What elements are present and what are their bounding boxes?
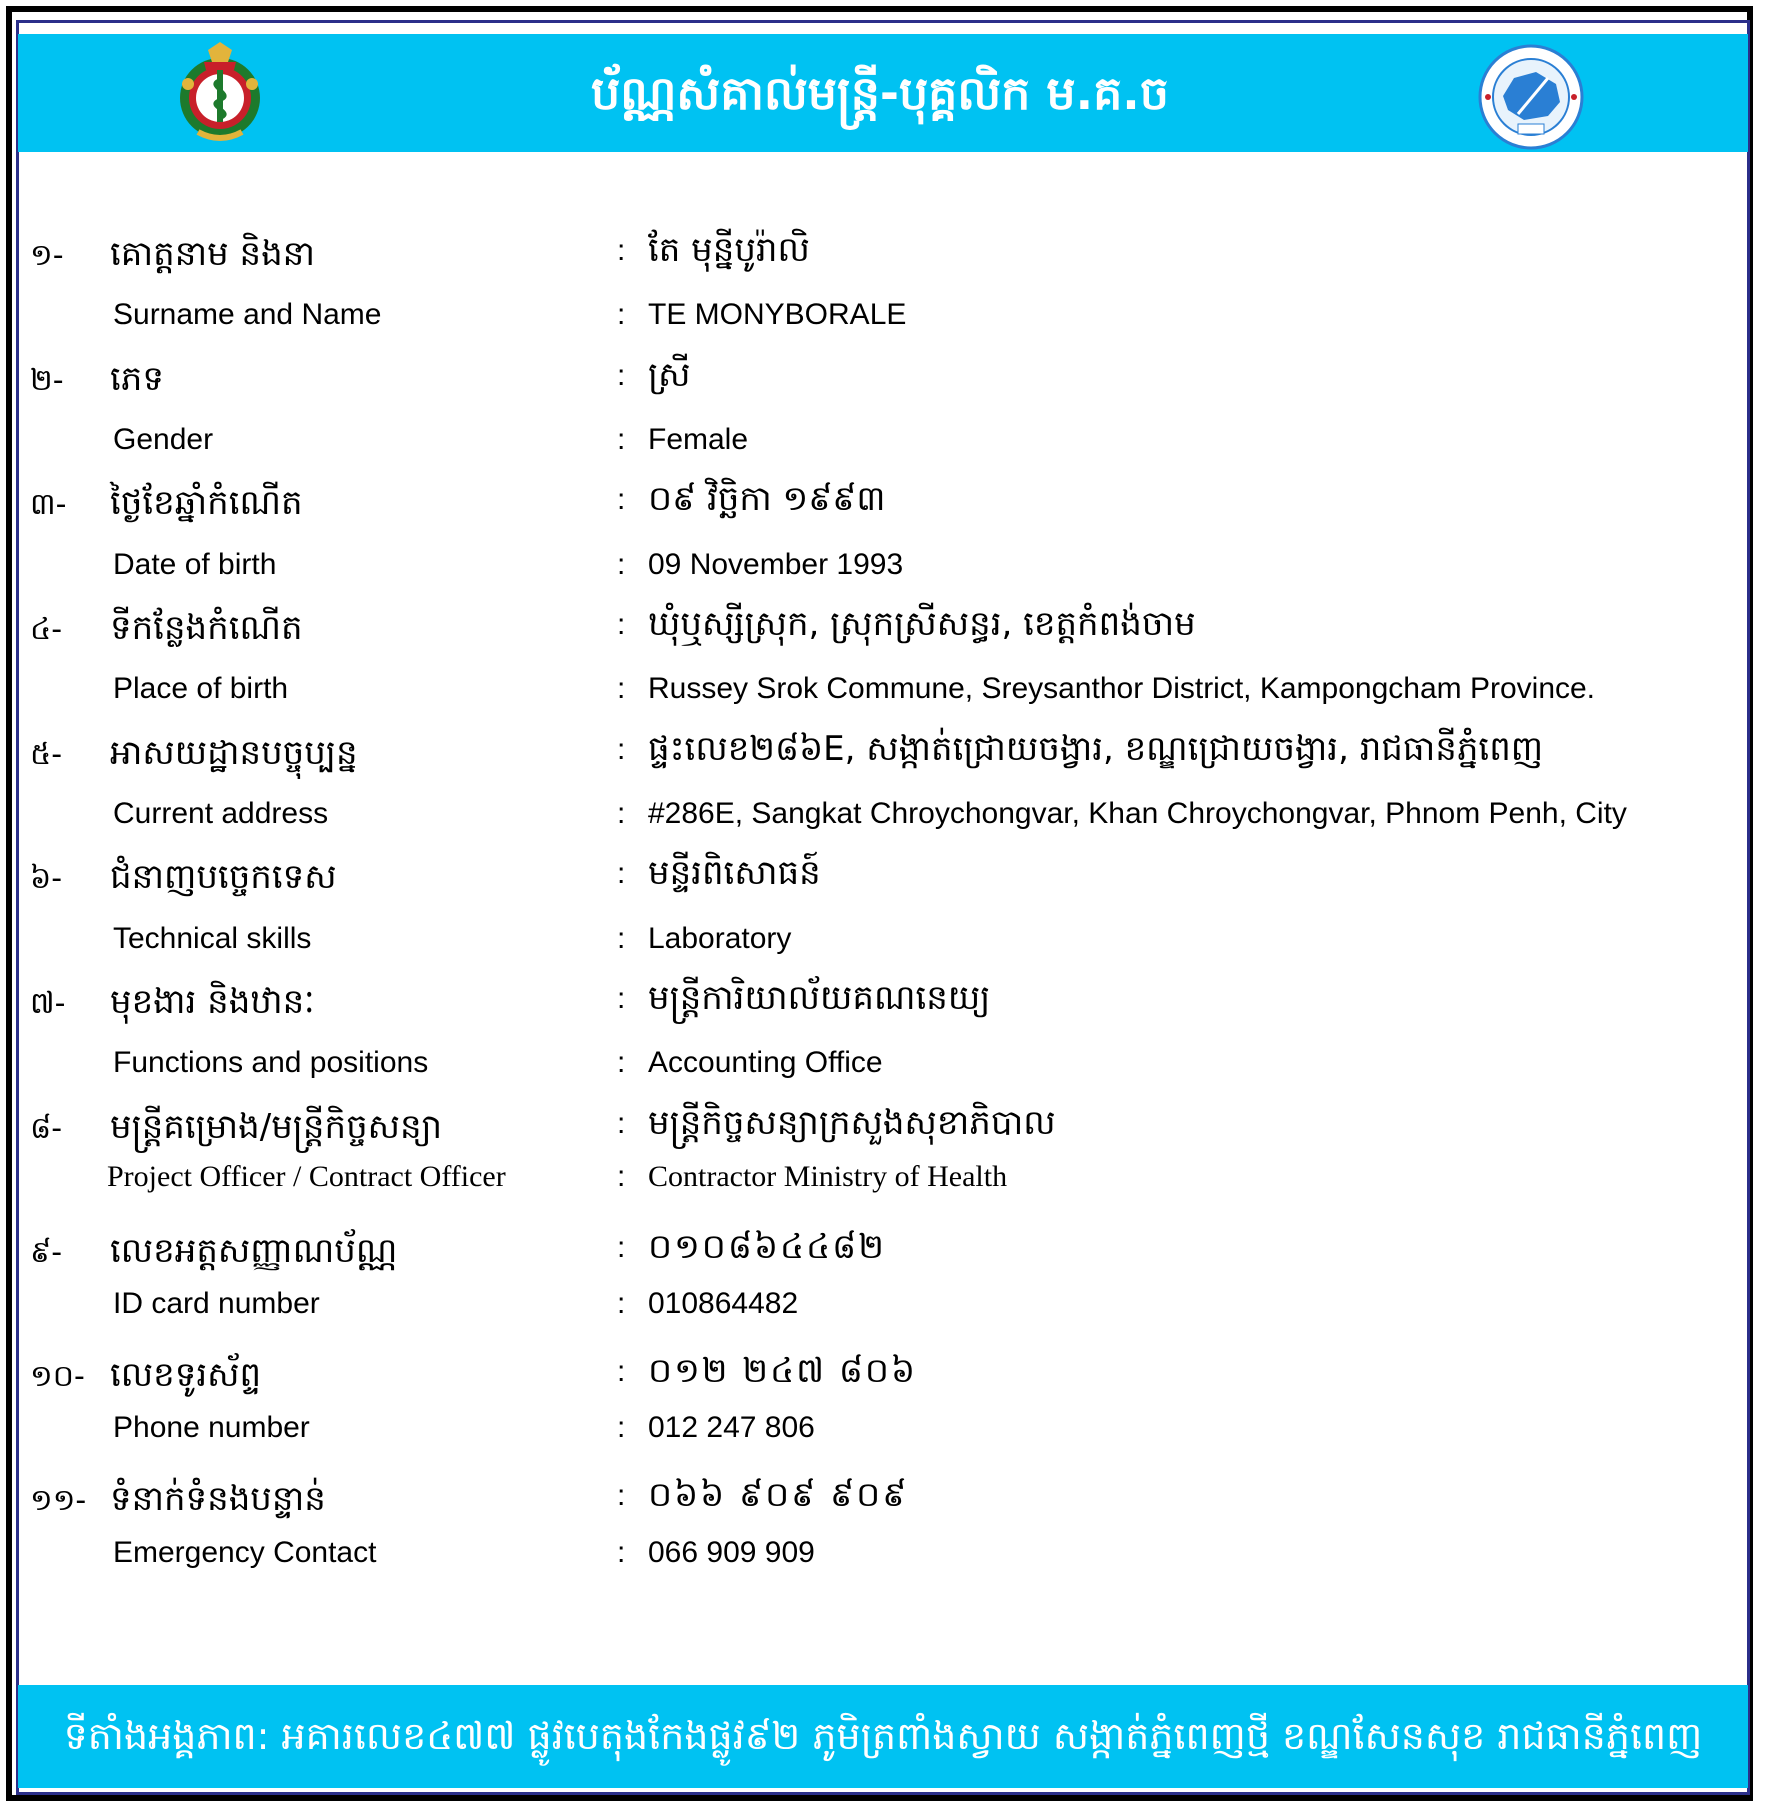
field-value-english: #286E, Sangkat Chroychongvar, Khan Chroychongvar, Phnom Penh, City — [648, 797, 1627, 830]
field-number: ៨- — [30, 1111, 63, 1146]
field-value-khmer: ០១២ ២៤៧ ៨០៦ — [648, 1351, 918, 1391]
field-number: ៤- — [30, 612, 63, 647]
field-colon: : — [617, 922, 626, 955]
field-colon: : — [617, 857, 626, 890]
field-colon: : — [617, 548, 626, 581]
field-label-english: Gender — [113, 423, 214, 456]
field-colon: : — [617, 1355, 626, 1388]
field-number: ៥- — [30, 737, 63, 772]
field-label-khmer: អាសយដ្ឋានបច្ចុប្បន្ន — [110, 733, 358, 773]
field-colon: : — [617, 359, 626, 392]
field-colon: : — [617, 608, 626, 641]
field-value-english: Laboratory — [648, 922, 792, 955]
field-label-english: Emergency Contact — [113, 1536, 377, 1569]
field-value-khmer: តែ មុន្នីបូរ៉ាលិ — [648, 230, 810, 270]
field-colon: : — [617, 1411, 626, 1444]
field-colon: : — [617, 298, 626, 331]
field-value-english: Russey Srok Commune, Sreysanthor District, Kampongcham Province. — [648, 672, 1596, 705]
field-value-khmer: ស្រី — [648, 355, 691, 395]
field-label-khmer: ជំនាញបច្ចេកទេស — [110, 857, 337, 897]
field-number: ១១- — [30, 1483, 87, 1518]
field-value-english: Accounting Office — [648, 1046, 883, 1079]
field-colon: : — [617, 982, 626, 1015]
field-colon: : — [617, 672, 626, 705]
field-value-khmer: ០៩ វិច្ឆិកា ១៩៩៣ — [648, 479, 886, 519]
field-value-khmer: មន្ទីរពិសោធន៍ — [648, 853, 821, 893]
field-label-english: Current address — [113, 797, 329, 830]
field-colon: : — [617, 234, 626, 267]
field-number: ៩- — [30, 1235, 63, 1270]
cnm-logo-icon — [1478, 44, 1584, 150]
card-title: ប័ណ្ណសំគាល់មន្ត្រី-បុគ្គលិក ម.គ.ច — [591, 66, 1169, 120]
field-label-english: Project Officer / Contract Officer — [107, 1160, 506, 1193]
field-value-english: 012 247 806 — [648, 1411, 815, 1444]
field-value-khmer: មន្ត្រីកិច្ចសន្យាក្រសួងសុខាភិបាល — [648, 1103, 1056, 1143]
field-label-english: Surname and Name — [113, 298, 382, 331]
field-label-english: ID card number — [113, 1287, 320, 1320]
office-address: ទីតាំងអង្គភាព: អគារលេខ៤៧៧ ផ្លូវបេតុងកែងផ្លូវ៩២ ភូមិត្រពាំងស្វាយ សង្កាត់ភ្នំពេញថ្មី ខណ្ឌសែនសុខ រាជធានីភ្នំពេញ — [63, 1714, 1703, 1758]
field-label-khmer: ថ្ងៃខែឆ្នាំកំណើត — [110, 483, 303, 523]
field-value-english: 010864482 — [648, 1287, 799, 1320]
field-label-english: Functions and positions — [113, 1046, 429, 1079]
field-colon: : — [617, 1536, 626, 1569]
field-colon: : — [617, 733, 626, 766]
field-value-english: 066 909 909 — [648, 1536, 815, 1569]
field-label-khmer: លេខទូរស័ព្ទ — [110, 1355, 262, 1395]
field-value-khmer: ០១០៨៦៤៤៨២ — [648, 1227, 886, 1267]
field-colon: : — [617, 1287, 626, 1320]
field-label-khmer: ភេទ — [110, 359, 164, 399]
field-label-khmer: លេខអត្តសញ្ញាណប័ណ្ណ — [110, 1231, 398, 1271]
field-colon: : — [617, 1231, 626, 1264]
field-label-english: Technical skills — [113, 922, 312, 955]
field-label-khmer: មុខងារ និងឋានៈ — [110, 982, 315, 1022]
field-label-khmer: ទំនាក់ទំនងបន្ទាន់ — [110, 1479, 326, 1519]
field-colon: : — [617, 423, 626, 456]
field-colon: : — [617, 1046, 626, 1079]
field-label-english: Phone number — [113, 1411, 310, 1444]
field-label-khmer: គោត្តនាម និងនា — [110, 234, 316, 274]
field-colon: : — [617, 1107, 626, 1140]
field-value-khmer: មន្ត្រីការិយាល័យគណនេយ្យ — [648, 978, 991, 1018]
field-value-khmer: ០៦៦ ៩០៩ ៩០៩ — [648, 1475, 909, 1515]
field-value-english: TE MONYBORALE — [648, 298, 907, 331]
field-colon: : — [617, 1160, 626, 1193]
field-number: ១- — [30, 238, 64, 273]
inner-frame — [16, 20, 1750, 1795]
field-label-khmer: ទីកន្លែងកំណើត — [110, 608, 303, 648]
field-number: ១០- — [30, 1359, 85, 1394]
ministry-emblem-icon — [168, 40, 272, 146]
field-number: ៦- — [30, 861, 63, 896]
field-label-english: Place of birth — [113, 672, 289, 705]
field-number: ៣- — [30, 487, 67, 522]
field-colon: : — [617, 1479, 626, 1512]
field-number: ២- — [30, 363, 64, 398]
field-value-english: Contractor Ministry of Health — [648, 1160, 1008, 1193]
field-label-khmer: មន្ត្រីគម្រោង/មន្ត្រីកិច្ចសន្យា — [110, 1107, 443, 1147]
field-value-english: 09 November 1993 — [648, 548, 904, 581]
field-number: ៧- — [30, 986, 66, 1021]
field-value-english: Female — [648, 423, 749, 456]
field-colon: : — [617, 797, 626, 830]
field-colon: : — [617, 483, 626, 516]
field-value-khmer: ឃុំឬស្សីស្រុក, ស្រុកស្រីសន្ធរ, ខេត្តកំពង់ចាម — [648, 604, 1196, 644]
field-value-khmer: ផ្ទះលេខ២៨៦E, សង្កាត់ជ្រោយចង្វារ, ខណ្ឌជ្រោយចង្វារ, រាជធានីភ្នំពេញ — [648, 729, 1544, 769]
field-label-english: Date of birth — [113, 548, 277, 581]
